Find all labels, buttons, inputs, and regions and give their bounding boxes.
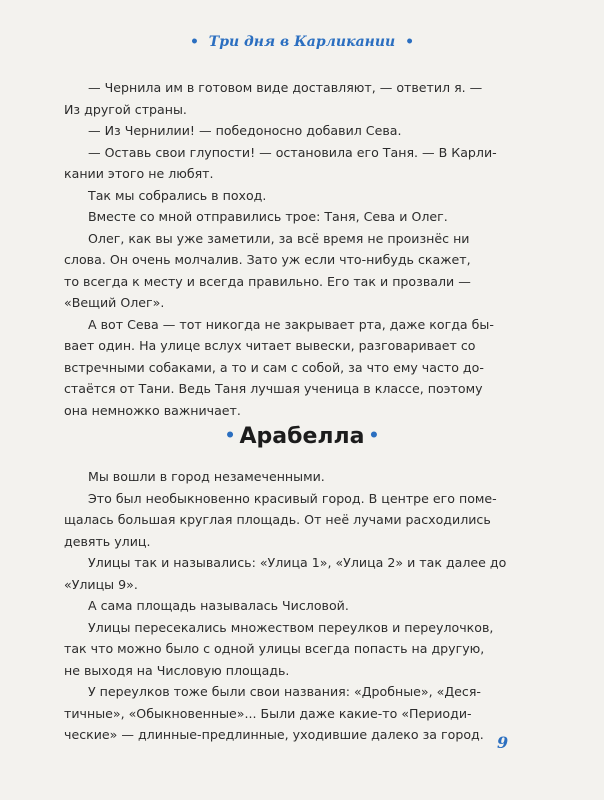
bullet-dot-icon: •: [368, 426, 380, 446]
paragraph: — Чернила им в готовом виде доставляют, — ответил я. — Из другой страны.: [64, 80, 483, 117]
chapter-title: [0, 424, 604, 449]
paragraph: Улицы пересекались множеством переулков и переулочков, так что можно было с одной улицы всегда попасть на другую, не выходя на Числовую площадь.: [64, 619, 494, 678]
paragraph: А сама площадь называлась Числовой.: [88, 598, 349, 613]
paragraph: У переулков тоже были свои названия: «Дробные», «Деся- тичные», «Обыкновенные»... Были даже какие-то «Периоди- ческие» — длинные-предлинные, уходившие далеко за город.: [64, 684, 484, 742]
paragraph: Мы вошли в город незамеченными.: [88, 469, 325, 484]
running-head-title: Три дня в Карликании: [208, 34, 396, 50]
paragraph: Так мы собрались в поход.: [88, 187, 267, 203]
paragraph: — Из Чернилии! — победоносно добавил Сева.: [88, 123, 402, 138]
paragraph: — Оставь свои глупости! — остановила его Таня. — В Карли- кании этого не любят.: [64, 144, 497, 181]
paragraph: Улицы так и назывались: «Улица 1», «Улица 2» и так далее до «Улицы 9».: [64, 555, 507, 592]
paragraph: Вместе со мной отправились трое: Таня, Сева и Олег.: [88, 209, 448, 224]
bullet-dot-icon: •: [189, 34, 199, 50]
text-block-bottom: [64, 466, 544, 746]
text-block-top: [64, 77, 544, 421]
paragraph: Это был необыкновенно красивый город. В центре его поме- щалась большая круглая площадь. От неё лучами расходились девять улиц.: [64, 490, 497, 549]
bullet-dot-icon: •: [224, 426, 236, 446]
page-number: 9: [497, 733, 509, 752]
paragraph: Олег, как вы уже заметили, за всё время не произнёс ни слова. Он очень молчалив. Зато уж если что-нибудь скажет, то всегда к месту и всегда правильно. Его так и прозвали — «Вещий Олег».: [64, 230, 471, 310]
paragraph: А вот Сева — тот никогда не закрывает рта, даже когда бы- вает один. На улице вслух читает вывески, разговаривает со встречными собаками, а то и сам с собой, за что ему часто до- стаётся от Тани. Ведь Таня лучшая ученица в классе, поэтому она немножко важничает.: [64, 316, 494, 418]
running-head: [0, 34, 604, 50]
chapter-title-text: Арабелла: [239, 424, 365, 449]
bullet-dot-icon: •: [405, 34, 415, 50]
